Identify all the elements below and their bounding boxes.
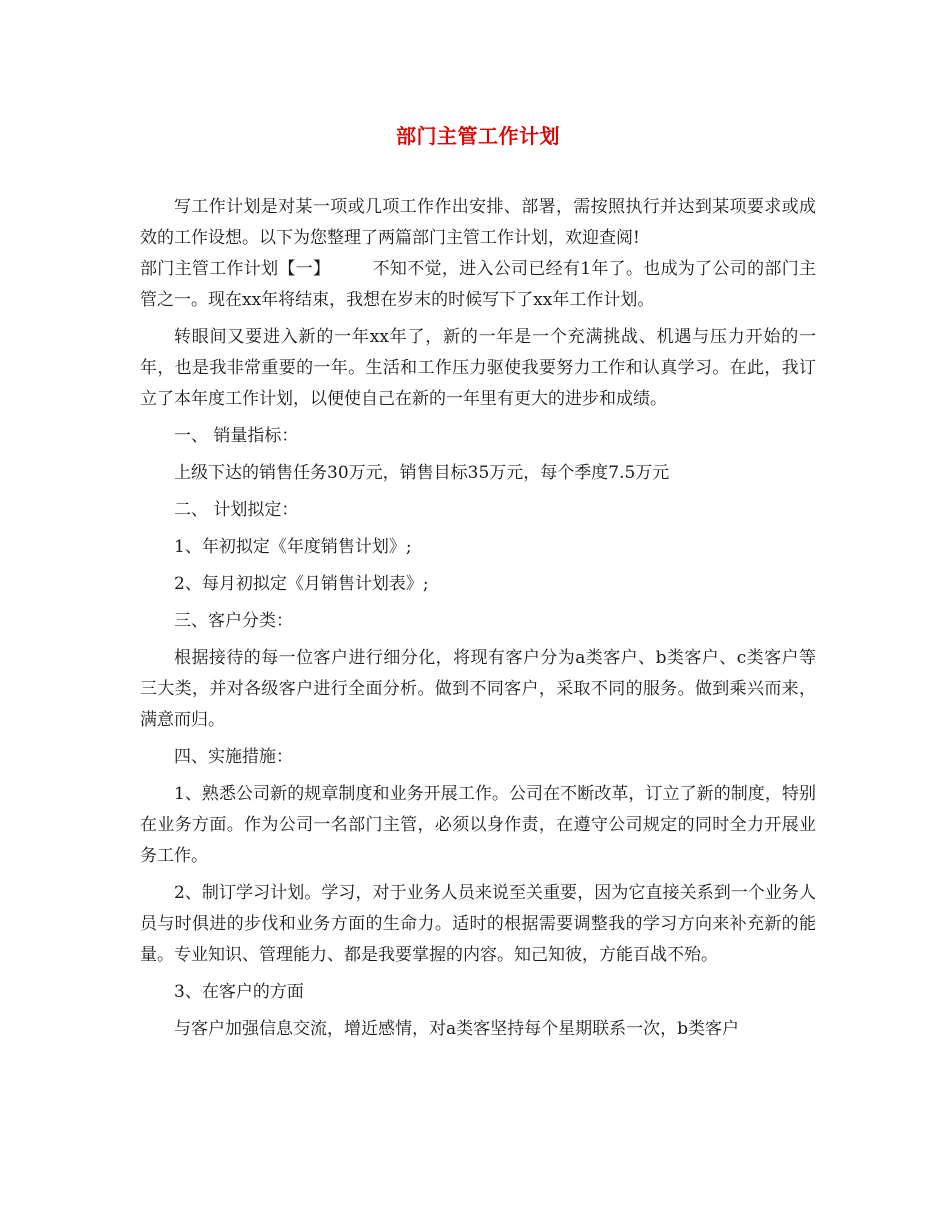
plan-one-paragraph <box>140 254 816 316</box>
section-2-heading: 二、 计划拟定： <box>174 500 299 520</box>
section-3-text: 根据接待的每一位客户进行细分化，将现有客户分为a类客户、b类客户、c类客户等三大类，并对各级客户进行全面分析。做到不同客户，采取不同的服务。做到乘兴而来，满意而归。 <box>140 648 816 730</box>
section-1-heading: 一、 销量指标： <box>174 426 299 446</box>
plan-one-label: 部门主管工作计划【一】 <box>140 259 331 279</box>
intro-paragraph: 写工作计划是对某一项或几项工作作出安排、部署，需按照执行并达到某项要求或成效的工作设想。以下为您整理了两篇部门主管工作计划，欢迎查阅! <box>140 197 816 248</box>
section-4-item-3-text: 与客户加强信息交流，增近感情，对a类客坚持每个星期联系一次，b类客户 <box>174 1019 740 1039</box>
section-4-item-3-heading: 3、在客户的方面 <box>174 982 304 1002</box>
section-1-text: 上级下达的销售任务30万元，销售目标35万元，每个季度7.5万元 <box>174 463 670 483</box>
page-title: 部门主管工作计划 <box>396 124 560 148</box>
newyear-paragraph: 转眼间又要进入新的一年xx年了，新的一年是一个充满挑战、机遇与压力开始的一年，也是我非常重要的一年。生活和工作压力驱使我要努力工作和认真学习。在此，我订立了本年度工作计划，以便使自己在新的一年里有更大的进步和成绩。 <box>140 327 816 409</box>
section-4-item-1: 1、熟悉公司新的规章制度和业务开展工作。公司在不断改革，订立了新的制度，特别在业务方面。作为公司一名部门主管，必须以身作责，在遵守公司规定的同时全力开展业务工作。 <box>140 784 816 866</box>
section-2-item-1: 1、年初拟定《年度销售计划》; <box>174 537 412 557</box>
section-3-heading: 三、客户分类： <box>174 611 293 631</box>
section-2-item-2: 2、每月初拟定《月销售计划表》; <box>174 574 429 594</box>
section-4-item-2: 2、制订学习计划。学习，对于业务人员来说至关重要，因为它直接关系到一个业务人员与时俱进的步伐和业务方面的生命力。适时的根据需要调整我的学习方向来补充新的能量。专业知识、管理能力、都是我要掌握的内容。知己知彼，方能百战不殆。 <box>140 883 816 965</box>
document-page <box>140 120 816 1045</box>
section-4-heading: 四、实施措施： <box>174 747 293 767</box>
plan-one-text: 不知不觉，进入公司已经有1年了。也成为了公司的部门主管之一。现在xx年将结束，我想在岁末的时候写下了xx年工作计划。 <box>140 259 816 310</box>
